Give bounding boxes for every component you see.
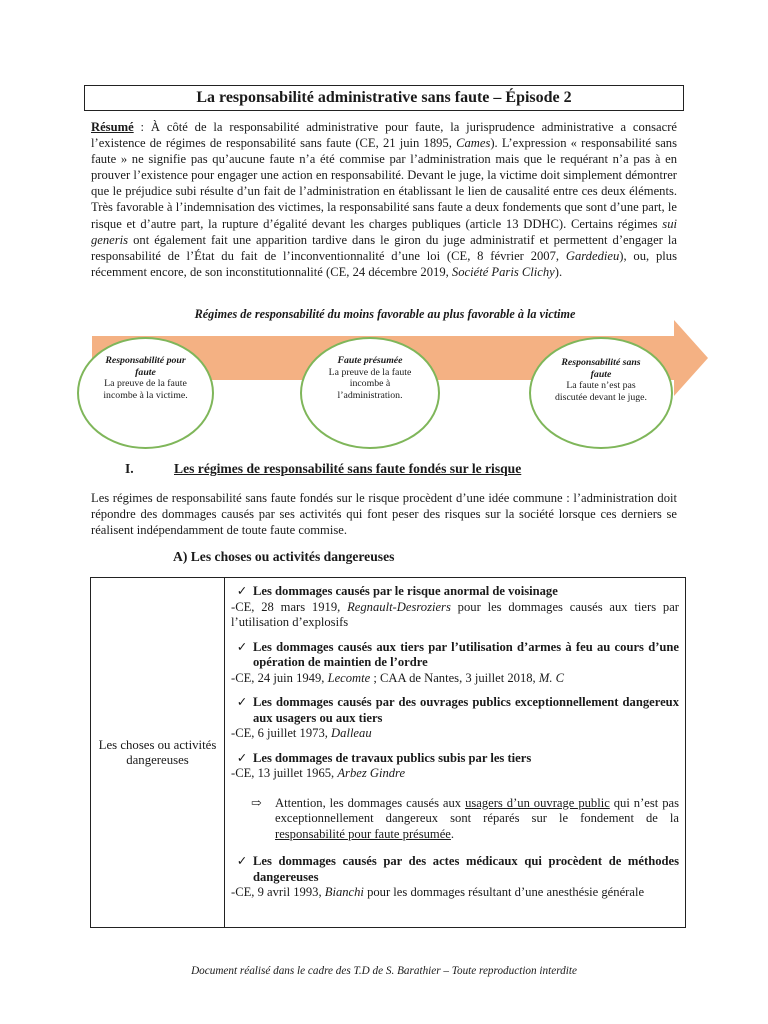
ref-text: ; CAA de Nantes, 3 juillet 2018, (370, 670, 539, 685)
summary-text-5: ). (554, 264, 563, 279)
check-mark-icon: ✓ (236, 584, 248, 598)
table-content-cell (225, 578, 686, 928)
regime-item (231, 854, 679, 901)
note-text-part: . (450, 826, 455, 841)
case-reference (231, 726, 679, 742)
case-name: Bianchi (324, 885, 364, 899)
check-mark-icon: ✓ (236, 695, 248, 709)
regime-circle-no-fault (529, 337, 673, 449)
document-title: La responsabilité administrative sans faute – Épisode 2 (84, 85, 684, 111)
page-footer: Document réalisé dans le cadre des T.D de S. Barathier – Toute reproduction interdite (191, 965, 577, 977)
note-text-part: Attention, les dommages causés aux (275, 795, 466, 810)
note-underlined: usagers d’un ouvrage public (465, 795, 610, 810)
section-number: I. (125, 461, 134, 476)
warning-note (251, 796, 679, 843)
case-name: Dalleau (331, 726, 372, 740)
scale-title: Régimes de responsabilité du moins favorable au plus favorable à la victime (194, 307, 576, 321)
case-name: M. C (538, 670, 565, 685)
section-title: Les régimes de responsabilité sans faute fondés sur le risque (174, 461, 522, 476)
dangerous-activities-table (90, 577, 686, 928)
item-heading: Les dommages causés aux tiers par l’utilisation d’armes à feu au cours d’une opération de maintien de l’ordre (253, 639, 679, 669)
case-reference (231, 885, 679, 901)
item-heading: Les dommages de travaux publics subis par les tiers (253, 750, 532, 765)
ref-text: pour les dommages causés aux tiers par l’utilisation d’explosifs (231, 599, 679, 629)
ref-text: pour les dommages résultant d’une anesthésie générale (363, 885, 645, 899)
item-heading: Les dommages causés par des actes médicaux qui procèdent de méthodes dangereuses (253, 854, 679, 884)
regime-item (231, 695, 679, 742)
regime-description: La preuve de la faute incombe à l’administration. (328, 366, 412, 401)
arrow-right-icon: ⇨ (251, 795, 262, 810)
case-name-cames: Cames (456, 136, 491, 151)
case-reference (231, 600, 679, 631)
check-mark-icon: ✓ (236, 639, 248, 654)
case-name: Lecomte (327, 670, 371, 685)
ref-text: -CE, 13 juillet 1965, (231, 766, 338, 780)
note-text (275, 796, 679, 843)
ref-text: -CE, 28 mars 1919, (231, 599, 348, 614)
summary-label: Résumé (91, 120, 134, 134)
regime-item (231, 640, 679, 687)
note-text-part: qui n’est pas exceptionnellement dangereux sont réparés sur le fondement de la (275, 795, 679, 825)
note-underlined: responsabilité pour faute présumée (275, 826, 451, 841)
summary-text-3: ont également fait une apparition tardive dans le giron du juge administratif et permettent d’engager la responsabilité de l’État du fait de l’inconventionnalité d’une loi (CE, 8 février 2007, (91, 232, 677, 263)
regime-title: Responsabilité sans faute (561, 357, 641, 380)
summary-text-1: : À côté de la responsabilité administrative pour faute, la jurisprudence administrative a consacré l’existence de régimes de responsabilité sans faute (CE, 21 juin 1895, (91, 120, 677, 151)
table-row-label: Les choses ou activités dangereuses (91, 578, 225, 928)
regime-description: La faute n’est pas discutée devant le juge. (555, 380, 647, 403)
ref-text: -CE, 24 juin 1949, (231, 670, 328, 685)
case-name: Regnault-Desroziers (347, 599, 451, 614)
case-name-gardedieu: Gardedieu (565, 248, 620, 263)
regime-item (231, 584, 679, 631)
regime-circle-fault (77, 337, 214, 449)
regime-item (231, 751, 679, 782)
ref-text: -CE, 6 juillet 1973, (231, 726, 332, 740)
summary-paragraph (91, 119, 677, 280)
case-name-paris-clichy: Société Paris Clichy (451, 264, 555, 279)
item-heading: Les dommages causés par des ouvrages publics exceptionnellement dangereux aux usagers ou aux tiers (253, 695, 679, 725)
item-heading: Les dommages causés par le risque anormal de voisinage (253, 584, 558, 598)
subsection-heading: A) Les choses ou activités dangereuses (173, 549, 395, 564)
case-reference (231, 766, 679, 782)
section-paragraph: Les régimes de responsabilité sans faute fondés sur le risque procèdent d’une idée commune : l’administration doit répondre des dommages causés par ses activités qui font peser des risques sur la société lorsque ces derniers se réalisent indépendamment de toute faute commise. (91, 491, 677, 538)
case-reference (231, 671, 679, 687)
regime-circle-presumed-fault (300, 337, 440, 449)
sui-generis-term: sui generis (91, 216, 677, 247)
check-mark-icon: ✓ (236, 854, 248, 868)
summary-text-2: ). L’expression « responsabilité sans faute » ne signifie pas qu’aucune faute n’a été commise par l’administration mais que le requérant n’a pas à en prouver l’existence pour engager une action en responsabilité. Devant le juge, la victime doit simplement démontrer que le préjudice subi résulte d’un fait de l’administration en établissant le lien de causalité entre ces deux éléments. Très favorable à l’indemnisation des victimes, la responsabilité sans faute a deux fondements que sont d’une part, le risque et d’autre part, la rupture d’égalité devant les charges publiques (article 13 DDHC). Certains régimes (91, 136, 677, 231)
summary-text-4: ), ou, plus récemment encore, de son inconstitutionnalité (CE, 24 décembre 2019, (91, 248, 678, 279)
regime-title: Responsabilité pour faute (105, 355, 186, 378)
check-mark-icon: ✓ (236, 750, 248, 765)
section-heading (125, 461, 521, 477)
case-name: Arbez Gindre (337, 766, 406, 780)
regime-title: Faute présumée (337, 355, 403, 366)
ref-text: -CE, 9 avril 1993, (231, 885, 325, 899)
regime-description: La preuve de la faute incombe à la victime. (103, 378, 188, 401)
